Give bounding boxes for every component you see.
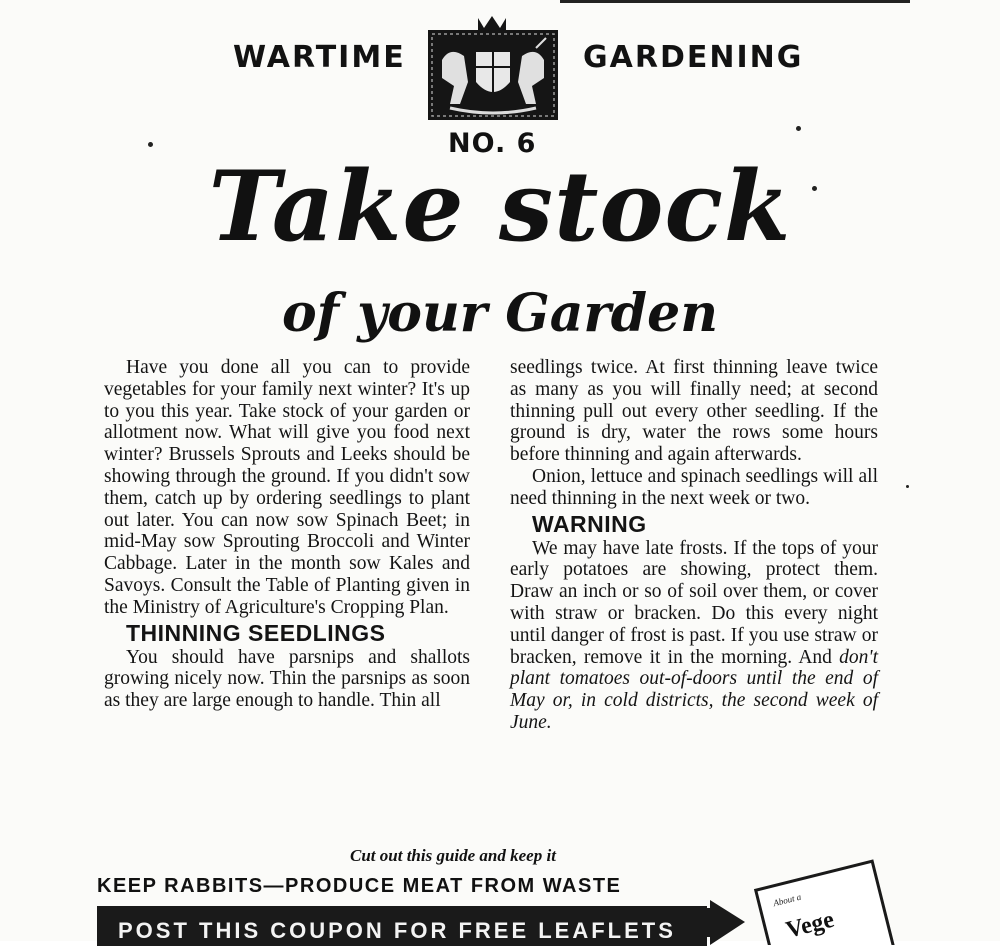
- right-column: [510, 357, 878, 734]
- print-speck: [812, 186, 817, 191]
- leaflet-illustration: [740, 855, 900, 945]
- warning-italic: don't plant tomatoes out-of-doors until the end of May or, in cold districts, the second week of June.: [510, 646, 879, 733]
- intro-paragraph: Have you done all you can to provide vegetables for your family next winter? It's up to you this year. Take stock of your garden or allotment now. What will give you food next winter? Brussels Sprouts and Leeks should be showing through the ground. If you didn't sow them, catch up by ordering seedlings to plant out later. You can now sow Spinach Beet; in mid-May sow Sprouting Broccoli and Winter Cabbage. Later in the month sow Kales and Savoys. Consult the Table of Planting given in the Ministry of Agriculture's Cropping Plan.: [104, 357, 470, 618]
- print-speck: [148, 142, 153, 147]
- left-column: [104, 357, 470, 712]
- royal-crest-icon: [420, 12, 565, 124]
- header-right-word: GARDENING: [583, 40, 804, 75]
- top-rule: [560, 0, 910, 3]
- cutout-instruction: Cut out this guide and keep it: [350, 846, 556, 865]
- subheadline: of your Garden: [281, 283, 719, 344]
- rabbits-slogan: KEEP RABBITS—PRODUCE MEAT FROM WASTE: [97, 875, 622, 897]
- leaflet-label: Vege: [783, 906, 837, 944]
- issue-number: NO. 6: [448, 128, 537, 159]
- section-heading-warning: WARNING: [532, 510, 647, 537]
- print-speck: [796, 126, 801, 131]
- print-speck: [906, 485, 909, 488]
- thinning-continuation: seedlings twice. At first thinning leave twice as many as you will finally need; at second thinning pull out every other seedling. If the ground is dry, water the rows some hours before thinning and again afterwards.: [510, 357, 878, 466]
- onion-paragraph: Onion, lettuce and spinach seedlings will all need thinning in the next week or two.: [510, 465, 878, 509]
- thinning-paragraph: You should have parsnips and shallots growing nicely now. Thin the parsnips as soon as they are large enough to handle. Thin all: [104, 646, 470, 712]
- headline: Take stock: [208, 150, 792, 263]
- section-heading-thinning: THINNING SEEDLINGS: [126, 619, 386, 646]
- header-left-word: WARTIME: [233, 40, 406, 75]
- warning-body: We may have late frosts. If the tops of your early potatoes are showing, protect them. Draw an inch or so of soil over them, or cover with straw or bracken. Do this every night until danger of frost is past. If you use straw or bracken, remove it in the morning. And: [510, 537, 878, 668]
- svg-text:About a: About a: [772, 891, 803, 909]
- coupon-text: POST THIS COUPON FOR FREE LEAFLETS: [118, 918, 676, 943]
- warning-paragraph: [510, 538, 878, 734]
